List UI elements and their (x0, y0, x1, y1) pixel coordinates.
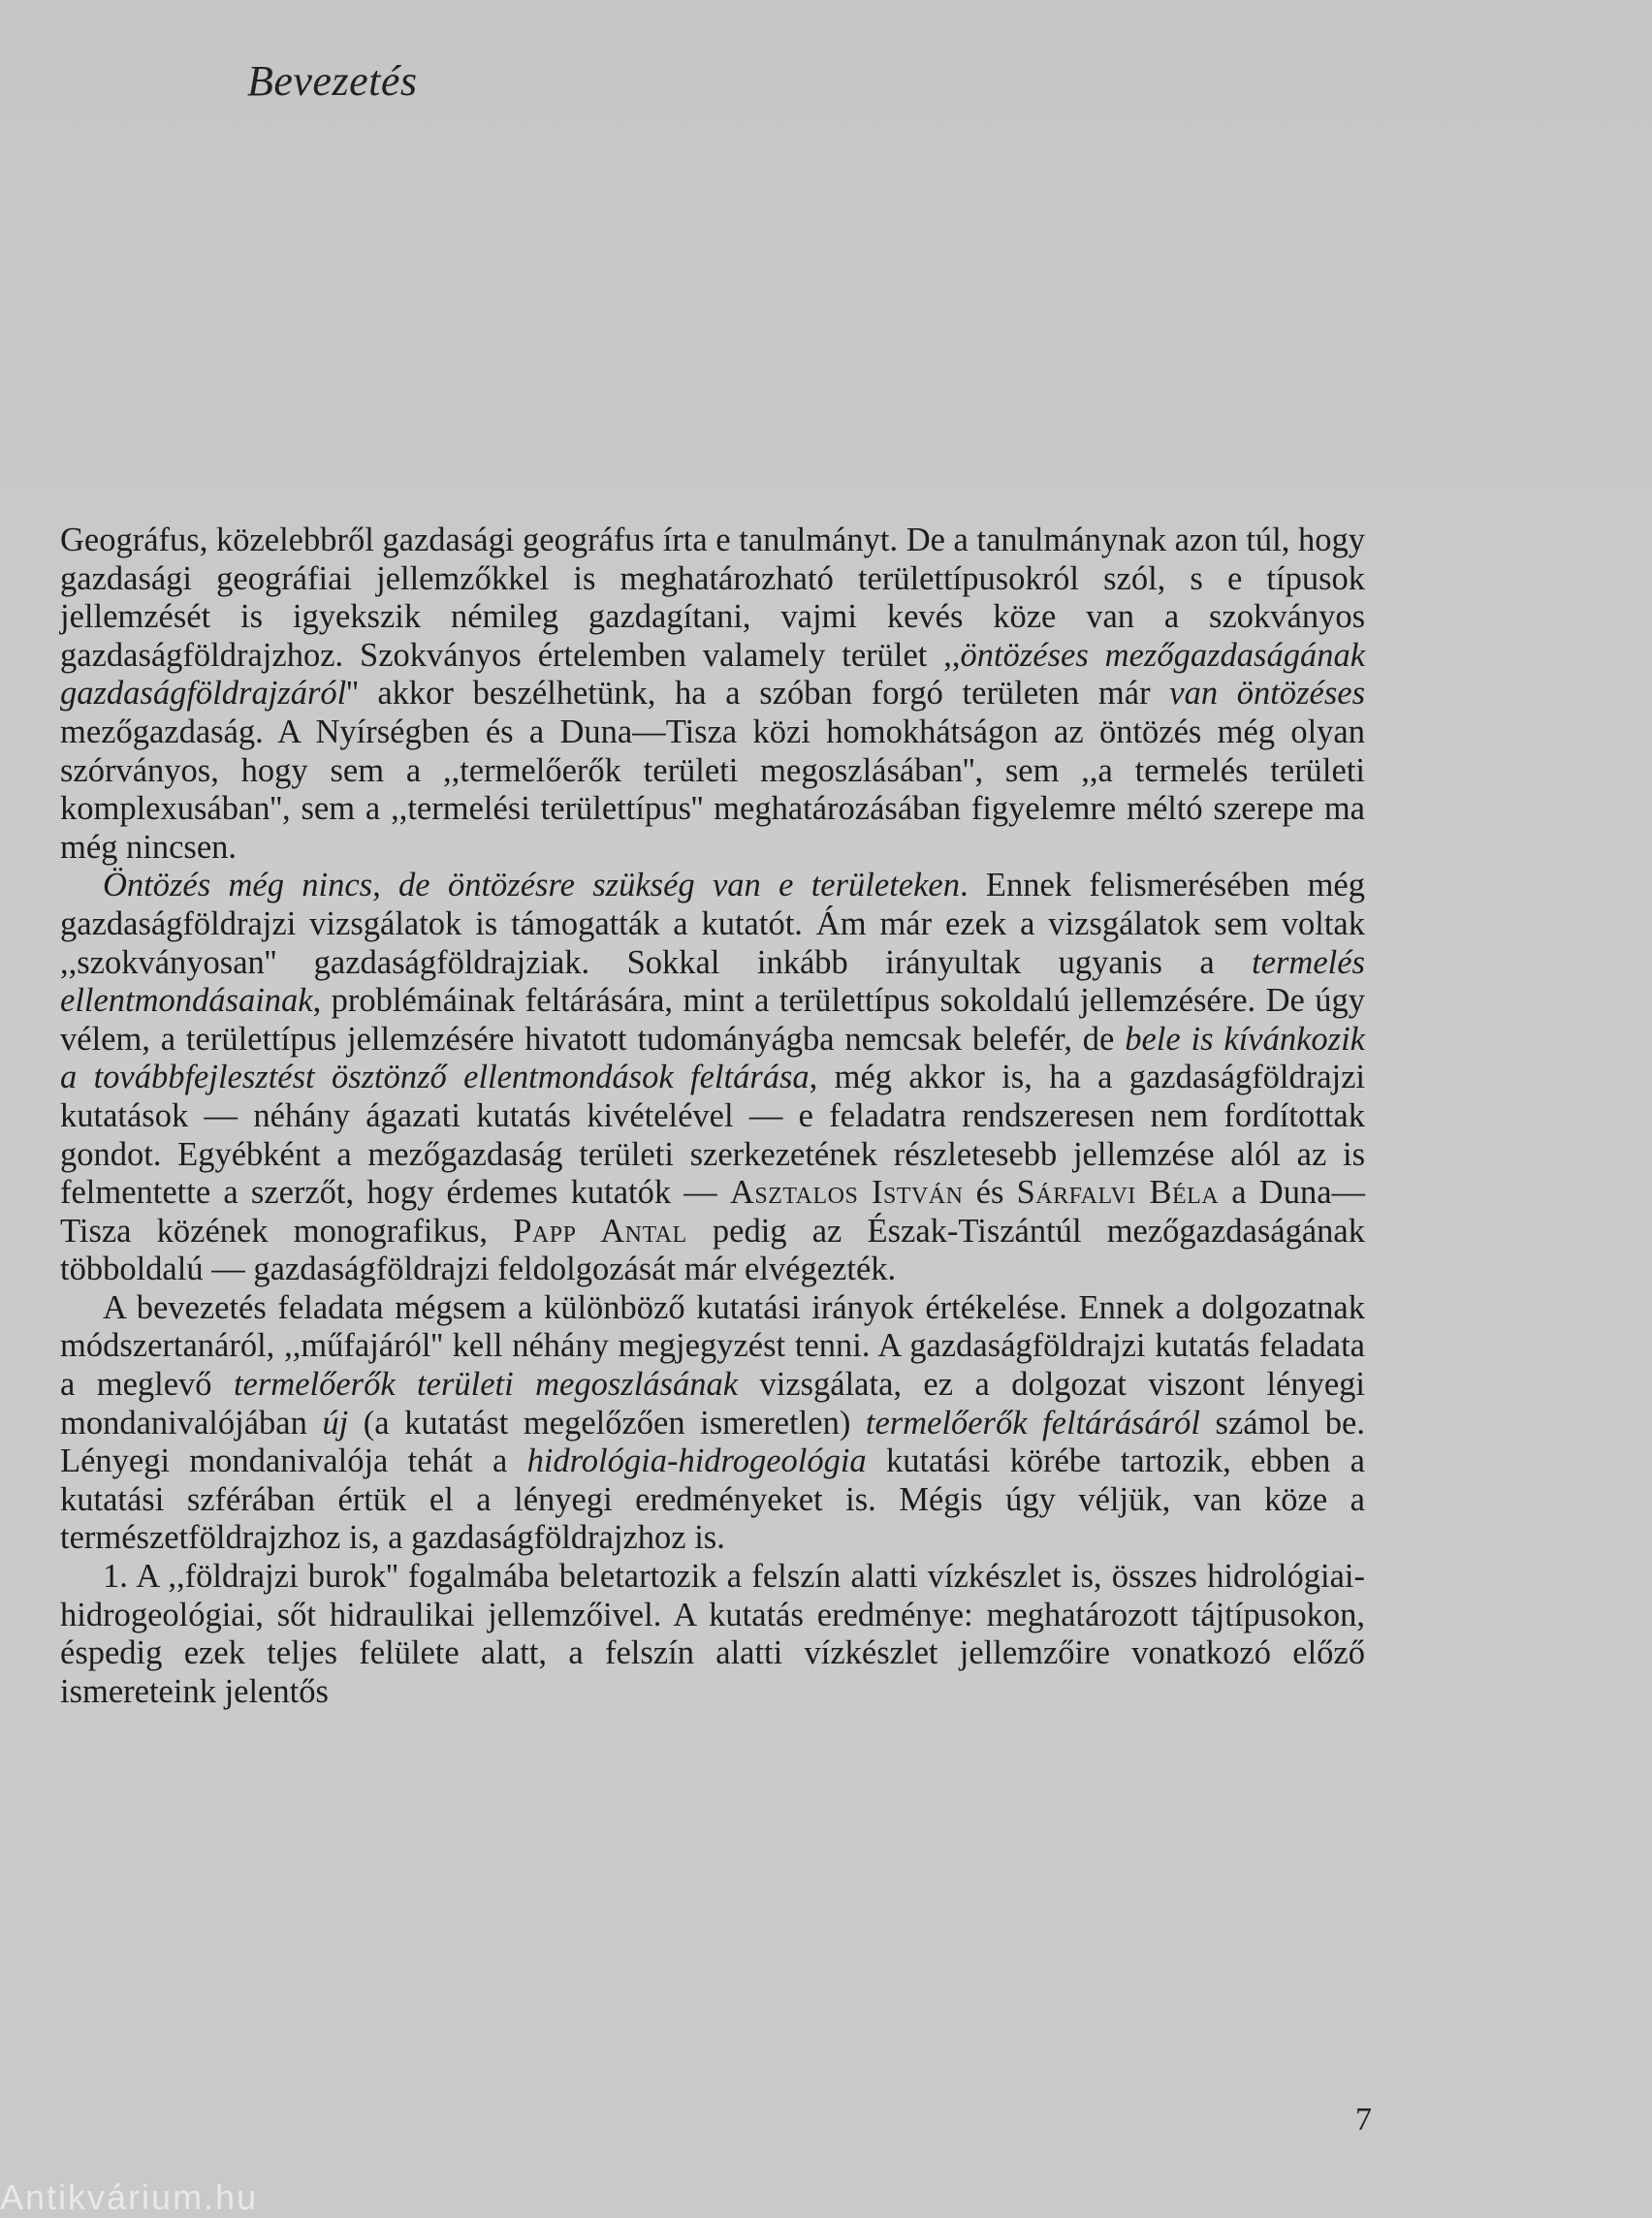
text-run: A bevezetés feladata mégsem a különböző kutatási irányok értékelése. Ennek a dolgozatnak módszertanáról, ,,műfajáról'' kell néhány megjegyzést tenni. A gazdaságföldrajzi kutatás feladata a meglevő (60, 1288, 1365, 1404)
text-run: Geográfus, közelebbről gazdasági geográfus írta e tanulmányt. De a tanulmánynak azon túl, hogy gazdasági geográfiai jellemzőkkel is meghatározható területtípusokról szól, s e típusok jellemzését is igyekszik némileg gazdagítani, vajmi kevés köze van a szokványos gazdaságföldrajzhoz. Szokványos értelemben valamely terület ,, (60, 522, 1365, 674)
watermark: Antikvárium.hu (0, 2177, 259, 2217)
emphasis-text: öntözéses mezőgazdaságának gazdaságföldrajzáról (60, 636, 1366, 713)
chapter-title: Bevezetés (247, 57, 418, 105)
text-run: (a kutatást megelőzően ismeretlen) (348, 1404, 866, 1442)
emphasis-text: termelőerők feltárásáról (865, 1404, 1201, 1442)
text-run: mezőgazdaság. A Nyírségben és a Duna—Tisza közi homokhátságon az öntözés még olyan szórványos, hogy sem a ,,termelőerők területi megoszlásában'', sem ,,a termelés területi komplexusában'', sem a ,,termelési területtípus'' meghatározásában figyelemre méltó szerepe ma még nincsen. (60, 713, 1365, 866)
emphasis-text: hidrológia-hidrogeológia (526, 1442, 867, 1480)
emphasis-text: Öntözés még nincs, de öntözésre szükség van e területeken (103, 867, 960, 904)
text-run: , problémáinak feltárására, mint a területtípus sokoldalú jellemzésére. De úgy vélem, a területtípus jellemzésére hivatott tudományágba nemcsak belefér, de (60, 982, 1365, 1058)
text-run: , még akkor is, ha a gazdaságföldrajzi kutatások — néhány ágazati kutatás kivételével — e feladatra rendszeresen nem fordítottak gondot. Egyébként a mezőgazdaság területi szerkezetének részletesebb jellemzése alól az is felmentette a szerzőt, hogy érdemes kutatók — (60, 1059, 1366, 1212)
text-run: számol be. Lényegi mondanivalója tehát a (60, 1404, 1365, 1480)
emphasis-text: termelőerők területi megoszlásának (233, 1366, 739, 1404)
text-run: pedig az Észak-Tiszántúl mezőgazdaságának többoldalú — gazdaságföldrajzi feldolgozását már elvégezték. (60, 1212, 1365, 1288)
author-name: Papp Antal (513, 1212, 687, 1250)
body-text (60, 522, 1365, 1711)
text-run: . Ennek felismerésében még gazdaságföldrajzi vizsgálatok is támogatták a kutatót. Ám már ezek a vizsgálatok sem voltak ,,szokványosan'' gazdaságföldrajziak. Sokkal inkább irányultak ugyanis a (60, 867, 1365, 981)
text-run: kutatási körébe tartozik, ebben a kutatási szférában értük el a lényegi eredményeket is. Mégis úgy véljük, van köze a természetföldrajzhoz is, a gazdaságföldrajzhoz is. (60, 1442, 1365, 1557)
paragraph-1 (60, 522, 1365, 867)
author-name: Sárfalvi Béla (1016, 1174, 1220, 1212)
author-name: Asztalos István (729, 1174, 964, 1212)
emphasis-text: termelés ellentmondásainak (60, 943, 1365, 1020)
text-run: vizsgálata, ez a dolgozat viszont lényegi mondanivalójában (60, 1366, 1366, 1442)
paragraph-2 (60, 867, 1365, 1289)
emphasis-text: új (322, 1404, 349, 1442)
paragraph-3 (60, 1289, 1365, 1558)
text-run: a Duna—Tisza közének monografikus, (60, 1174, 1366, 1250)
text-run: '' akkor beszélhetünk, ha a szóban forgó területen már (346, 675, 1170, 713)
page-number: 7 (1355, 2102, 1372, 2138)
text-run: 1. A ,,földrajzi burok'' fogalmába beletartozik a felszín alatti vízkészlet is, összes hidrológiai-hidrogeológiai, sőt hidraulikai jellemzőivel. A kutatás eredménye: meghatározott tájtípusokon, éspedig ezek teljes felülete alatt, a felszín alatti vízkészlet jellemzőire vonatkozó előző ismereteink jelentős (60, 1558, 1365, 1710)
paragraph-4 (60, 1558, 1365, 1711)
text-run: és (963, 1174, 1017, 1212)
emphasis-text: van öntözéses (1169, 675, 1365, 713)
emphasis-text: bele is kívánkozik a továbbfejlesztést ösztönző ellentmondások feltárása (60, 1020, 1365, 1096)
